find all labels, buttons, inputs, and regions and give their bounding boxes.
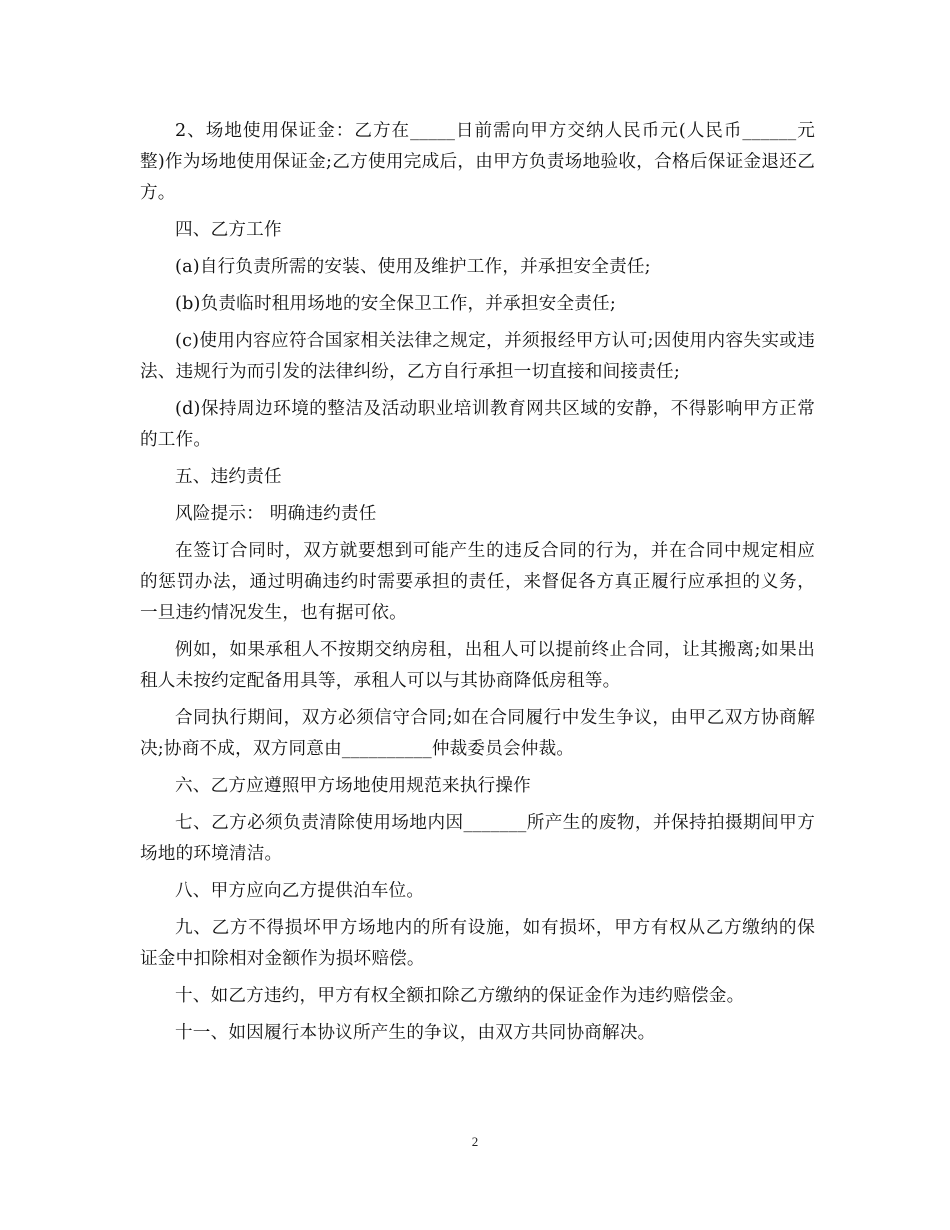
paragraph-example: 例如，如果承租人不按期交纳房租，出租人可以提前终止合同，让其搬离;如果出租人未按约定配备用具等，承租人可以与其协商降低房租等。 xyxy=(140,640,815,691)
paragraph-section-10: 十、如乙方违约，甲方有权全额扣除乙方缴纳的保证金作为违约赔偿金。 xyxy=(175,986,745,1006)
heading-section-6: 六、乙方应遵照甲方场地使用规范来执行操作 xyxy=(175,776,531,796)
heading-section-4: 四、乙方工作 xyxy=(175,220,282,240)
risk-tip: 风险提示： 明确违约责任 xyxy=(175,504,377,524)
paragraph-item-b: (b)负责临时租用场地的安全保卫工作，并承担安全责任; xyxy=(175,294,616,314)
paragraph-section-7: 七、乙方必须负责清除使用场地内因_______所产生的废物，并保持拍摄期间甲方场地的环境清洁。 xyxy=(140,813,815,864)
paragraph-arbitration: 合同执行期间，双方必须信守合同;如在合同履行中发生争议，由甲乙双方协商解决;协商不成，双方同意由__________仲裁委员会仲裁。 xyxy=(140,708,815,759)
paragraph-deposit: 2、场地使用保证金：乙方在_____日前需向甲方交纳人民币元(人民币______元整)作为场地使用保证金;乙方使用完成后，由甲方负责场地验收，合格后保证金退还乙方。 xyxy=(140,121,815,203)
paragraph-item-a: (a)自行负责所需的安装、使用及维护工作，并承担安全责任; xyxy=(175,257,651,277)
paragraph-risk-explanation: 在签订合同时，双方就要想到可能产生的违反合同的行为，并在合同中规定相应的惩罚办法，通过明确违约时需要承担的责任，来督促各方真正履行应承担的义务，一旦违约情况发生，也有据可依。 xyxy=(140,541,815,623)
page-number: 2 xyxy=(471,1134,479,1149)
paragraph-item-d: (d)保持周边环境的整洁及活动职业培训教育网共区域的安静，不得影响甲方正常的工作。 xyxy=(140,399,815,450)
paragraph-section-9: 九、乙方不得损坏甲方场地内的所有设施，如有损坏，甲方有权从乙方缴纳的保证金中扣除相对金额作为损坏赔偿。 xyxy=(140,918,815,969)
document-body xyxy=(140,116,815,1055)
paragraph-item-c: (c)使用内容应符合国家相关法律之规定，并须报经甲方认可;因使用内容失实或违法、违规行为而引发的法律纠纷，乙方自行承担一切直接和间接责任; xyxy=(140,331,815,382)
heading-section-5: 五、违约责任 xyxy=(175,467,282,487)
paragraph-section-11: 十一、如因履行本协议所产生的争议，由双方共同协商解决。 xyxy=(175,1023,656,1043)
paragraph-section-8: 八、甲方应向乙方提供泊车位。 xyxy=(175,881,425,901)
